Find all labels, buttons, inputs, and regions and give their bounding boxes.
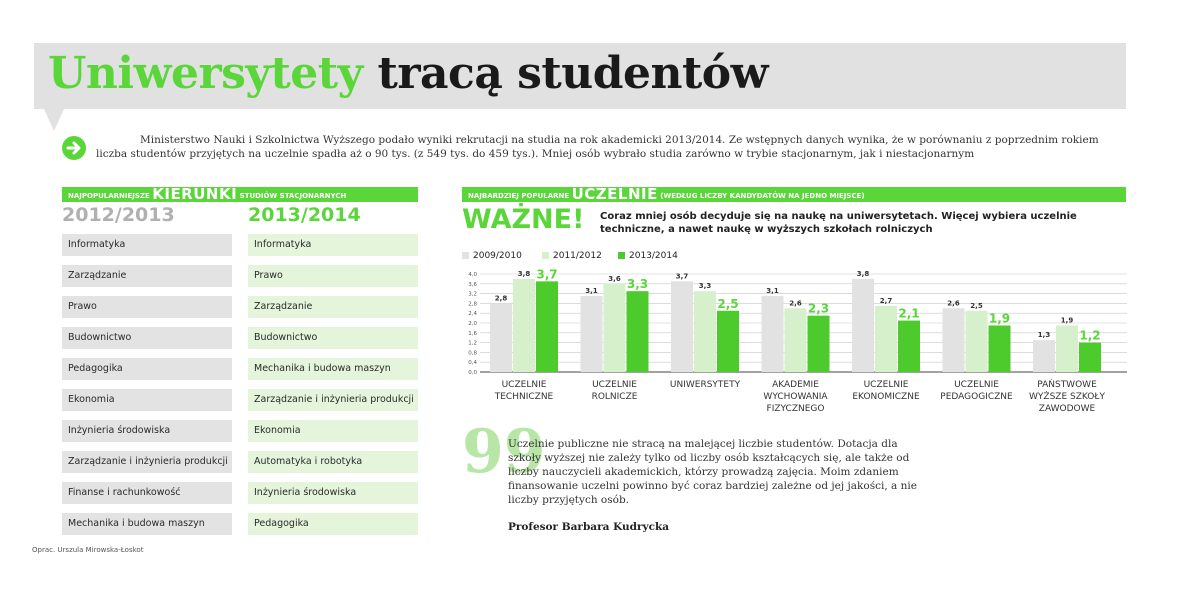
legend-label-2013: 2013/2014 xyxy=(629,251,678,261)
bar xyxy=(943,308,965,372)
data-label: 3,3 xyxy=(626,277,649,292)
bar xyxy=(490,303,512,372)
bar xyxy=(604,284,626,372)
quote-icon: 99 xyxy=(462,417,546,487)
legend-swatch-2013 xyxy=(618,252,625,259)
data-label: 3,8 xyxy=(517,269,531,278)
legend-label-2009: 2009/2010 xyxy=(473,251,522,261)
category-label: AKADEMIE WYCHOWANIA FIZYCZNEGO xyxy=(763,380,828,414)
y-tick-label: 2,4 xyxy=(468,311,477,318)
ranking-2012-item: Ekonomia xyxy=(62,389,232,411)
bar xyxy=(671,281,693,372)
data-label: 2,6 xyxy=(789,299,802,308)
bar xyxy=(808,316,830,372)
bar xyxy=(966,311,988,372)
title-accent: Uniwersytety xyxy=(48,48,363,99)
bar xyxy=(536,281,558,372)
ranking-2012-item: Finanse i rachunkowość xyxy=(62,482,232,504)
credit: Oprac. Urszula Mirowska-Łoskot xyxy=(32,546,144,554)
right-section-small1: NAJBARDZIEJ POPULARNE xyxy=(468,192,570,200)
ranking-2013-item: Prawo xyxy=(248,265,418,287)
data-label: 3,6 xyxy=(608,274,621,283)
ranking-2013-item: Pedagogika xyxy=(248,513,418,535)
data-label: 2,3 xyxy=(807,301,830,316)
data-label: 2,5 xyxy=(970,301,983,310)
bar xyxy=(989,325,1011,372)
bar xyxy=(852,279,874,372)
ranking-2013-item: Informatyka xyxy=(248,234,418,256)
y-tick-label: 0,8 xyxy=(468,350,477,357)
data-label: 2,5 xyxy=(717,296,739,311)
ranking-2012-item: Zarządzanie xyxy=(62,265,232,287)
data-label: 2,6 xyxy=(947,299,960,308)
category-label: UCZELNIE EKONOMICZNE xyxy=(852,380,920,402)
ranking-2012-item: Inżynieria środowiska xyxy=(62,420,232,442)
year-2013-2014: 2013/2014 xyxy=(248,204,361,226)
bar xyxy=(898,321,920,372)
quote-text: Uczelnie publiczne nie stracą na malejącej liczbie studentów. Dotacja dla szkoły wyższej nie zależy tylko od liczby osób kształcących się, ale także od liczby nauczycieli akademickich, którzy prowadzą zajęcia. Moim zdaniem finansowanie uczelni powinno być coraz bardziej zależne od jej jakości, a nie liczby przyjętych osób. xyxy=(508,438,917,506)
y-tick-label: 3,6 xyxy=(468,281,477,288)
y-tick-label: 1,2 xyxy=(468,340,477,347)
bar xyxy=(717,311,739,372)
data-label: 2,1 xyxy=(898,306,920,321)
bar xyxy=(762,296,784,372)
bar xyxy=(694,291,716,372)
bar xyxy=(627,291,649,372)
legend-label-2011: 2011/2012 xyxy=(553,251,602,261)
category-label: UCZELNIE PEDAGOGICZNE xyxy=(940,380,1013,402)
category-label: PAŃSTWOWE WYŻSZE SZKOŁY ZAWODOWE xyxy=(1029,380,1105,414)
ranking-2012-item: Informatyka xyxy=(62,234,232,256)
y-tick-label: 0,0 xyxy=(468,370,477,376)
right-section-header xyxy=(462,187,1126,202)
ranking-2013-item: Budownictwo xyxy=(248,327,418,349)
category-label: UNIWERSYTETY xyxy=(669,380,741,390)
bar xyxy=(1056,325,1078,372)
legend-item-2013 xyxy=(618,251,678,261)
category-label: UCZELNIE ROLNICZE xyxy=(591,380,638,402)
data-label: 3,3 xyxy=(698,282,712,291)
legend-item-2009 xyxy=(462,251,522,261)
left-section-small1: NAJPOPULARNIEJSZE xyxy=(68,192,150,200)
y-tick-label: 4,0 xyxy=(468,272,477,278)
data-label: 2,8 xyxy=(494,294,508,303)
bar xyxy=(581,296,603,372)
ranking-2012-item: Prawo xyxy=(62,296,232,318)
legend-swatch-2011 xyxy=(542,252,549,259)
data-label: 2,7 xyxy=(879,296,893,305)
bar xyxy=(513,279,535,372)
y-tick-label: 2,8 xyxy=(468,301,477,308)
left-section-header xyxy=(62,187,418,202)
right-section-small2: (WEDŁUG LICZBY KANDYDATÓW NA JEDNO MIEJSCE) xyxy=(660,192,865,200)
data-label: 1,9 xyxy=(988,311,1011,326)
ranking-2012-item: Budownictwo xyxy=(62,327,232,349)
ranking-2013-item: Zarządzanie xyxy=(248,296,418,318)
legend-swatch-2009 xyxy=(462,252,469,259)
banner-tail xyxy=(44,109,64,131)
wazne-text: Coraz mniej osób decyduje się na naukę na uniwersytetach. Więcej wybiera uczelnie techniczne, a nawet naukę w wyższych szkołach rolniczych xyxy=(600,211,1077,235)
bar-chart xyxy=(455,262,1135,382)
data-label: 1,2 xyxy=(1079,328,1101,343)
data-label: 3,1 xyxy=(766,287,779,296)
ranking-2012-item: Pedagogika xyxy=(62,358,232,380)
ranking-2013-item: Ekonomia xyxy=(248,420,418,442)
y-tick-label: 3,2 xyxy=(468,291,477,298)
legend-item-2011 xyxy=(542,251,602,261)
data-label: 3,1 xyxy=(585,287,598,296)
y-tick-label: 0,4 xyxy=(468,360,477,367)
page-title xyxy=(48,48,768,99)
data-label: 3,7 xyxy=(536,267,558,282)
bar xyxy=(1079,343,1101,372)
title-rest: tracą studentów xyxy=(377,48,769,99)
data-label: 3,7 xyxy=(675,272,689,281)
category-label: UCZELNIE TECHNICZNE xyxy=(494,380,554,402)
data-label: 1,3 xyxy=(1037,331,1051,340)
intro-text: Ministerstwo Nauki i Szkolnictwa Wyższego podało wyniki rekrutacji na studia na rok akademicki 2013/2014. Ze wstępnych danych wynika, że w porównaniu z poprzednim rokiem liczba studentów przyjętych na uczelnie spadła aż o 90 tys. (z 549 tys. do 459 tys.). Mniej osób wybrało studia zarówno w trybie stacjonarnym, jak i niestacjonarnym xyxy=(96,134,1099,160)
data-label: 1,9 xyxy=(1060,316,1074,325)
ranking-2013-item: Mechanika i budowa maszyn xyxy=(248,358,418,380)
bar xyxy=(875,306,897,372)
bar xyxy=(785,308,807,372)
arrow-right-icon xyxy=(62,136,86,160)
ranking-2012-item: Mechanika i budowa maszyn xyxy=(62,513,232,535)
ranking-2013-item: Automatyka i robotyka xyxy=(248,451,418,473)
data-label: 3,8 xyxy=(856,269,870,278)
ranking-2012-item: Zarządzanie i inżynieria produkcji xyxy=(62,451,232,473)
left-section-small2: STUDIÓW STACJONARNYCH xyxy=(239,192,347,200)
ranking-2013-item: Zarządzanie i inżynieria produkcji xyxy=(248,389,418,411)
quote-author: Profesor Barbara Kudrycka xyxy=(508,521,670,533)
year-2012-2013: 2012/2013 xyxy=(62,204,175,226)
wazne-label: WAŻNE! xyxy=(462,204,585,235)
left-section-big: KIERUNKI xyxy=(152,187,238,202)
y-tick-label: 2,0 xyxy=(468,321,477,327)
y-tick-label: 1,6 xyxy=(468,330,477,337)
ranking-2013-item: Inżynieria środowiska xyxy=(248,482,418,504)
bar xyxy=(1033,340,1055,372)
right-section-big: UCZELNIE xyxy=(571,187,658,202)
